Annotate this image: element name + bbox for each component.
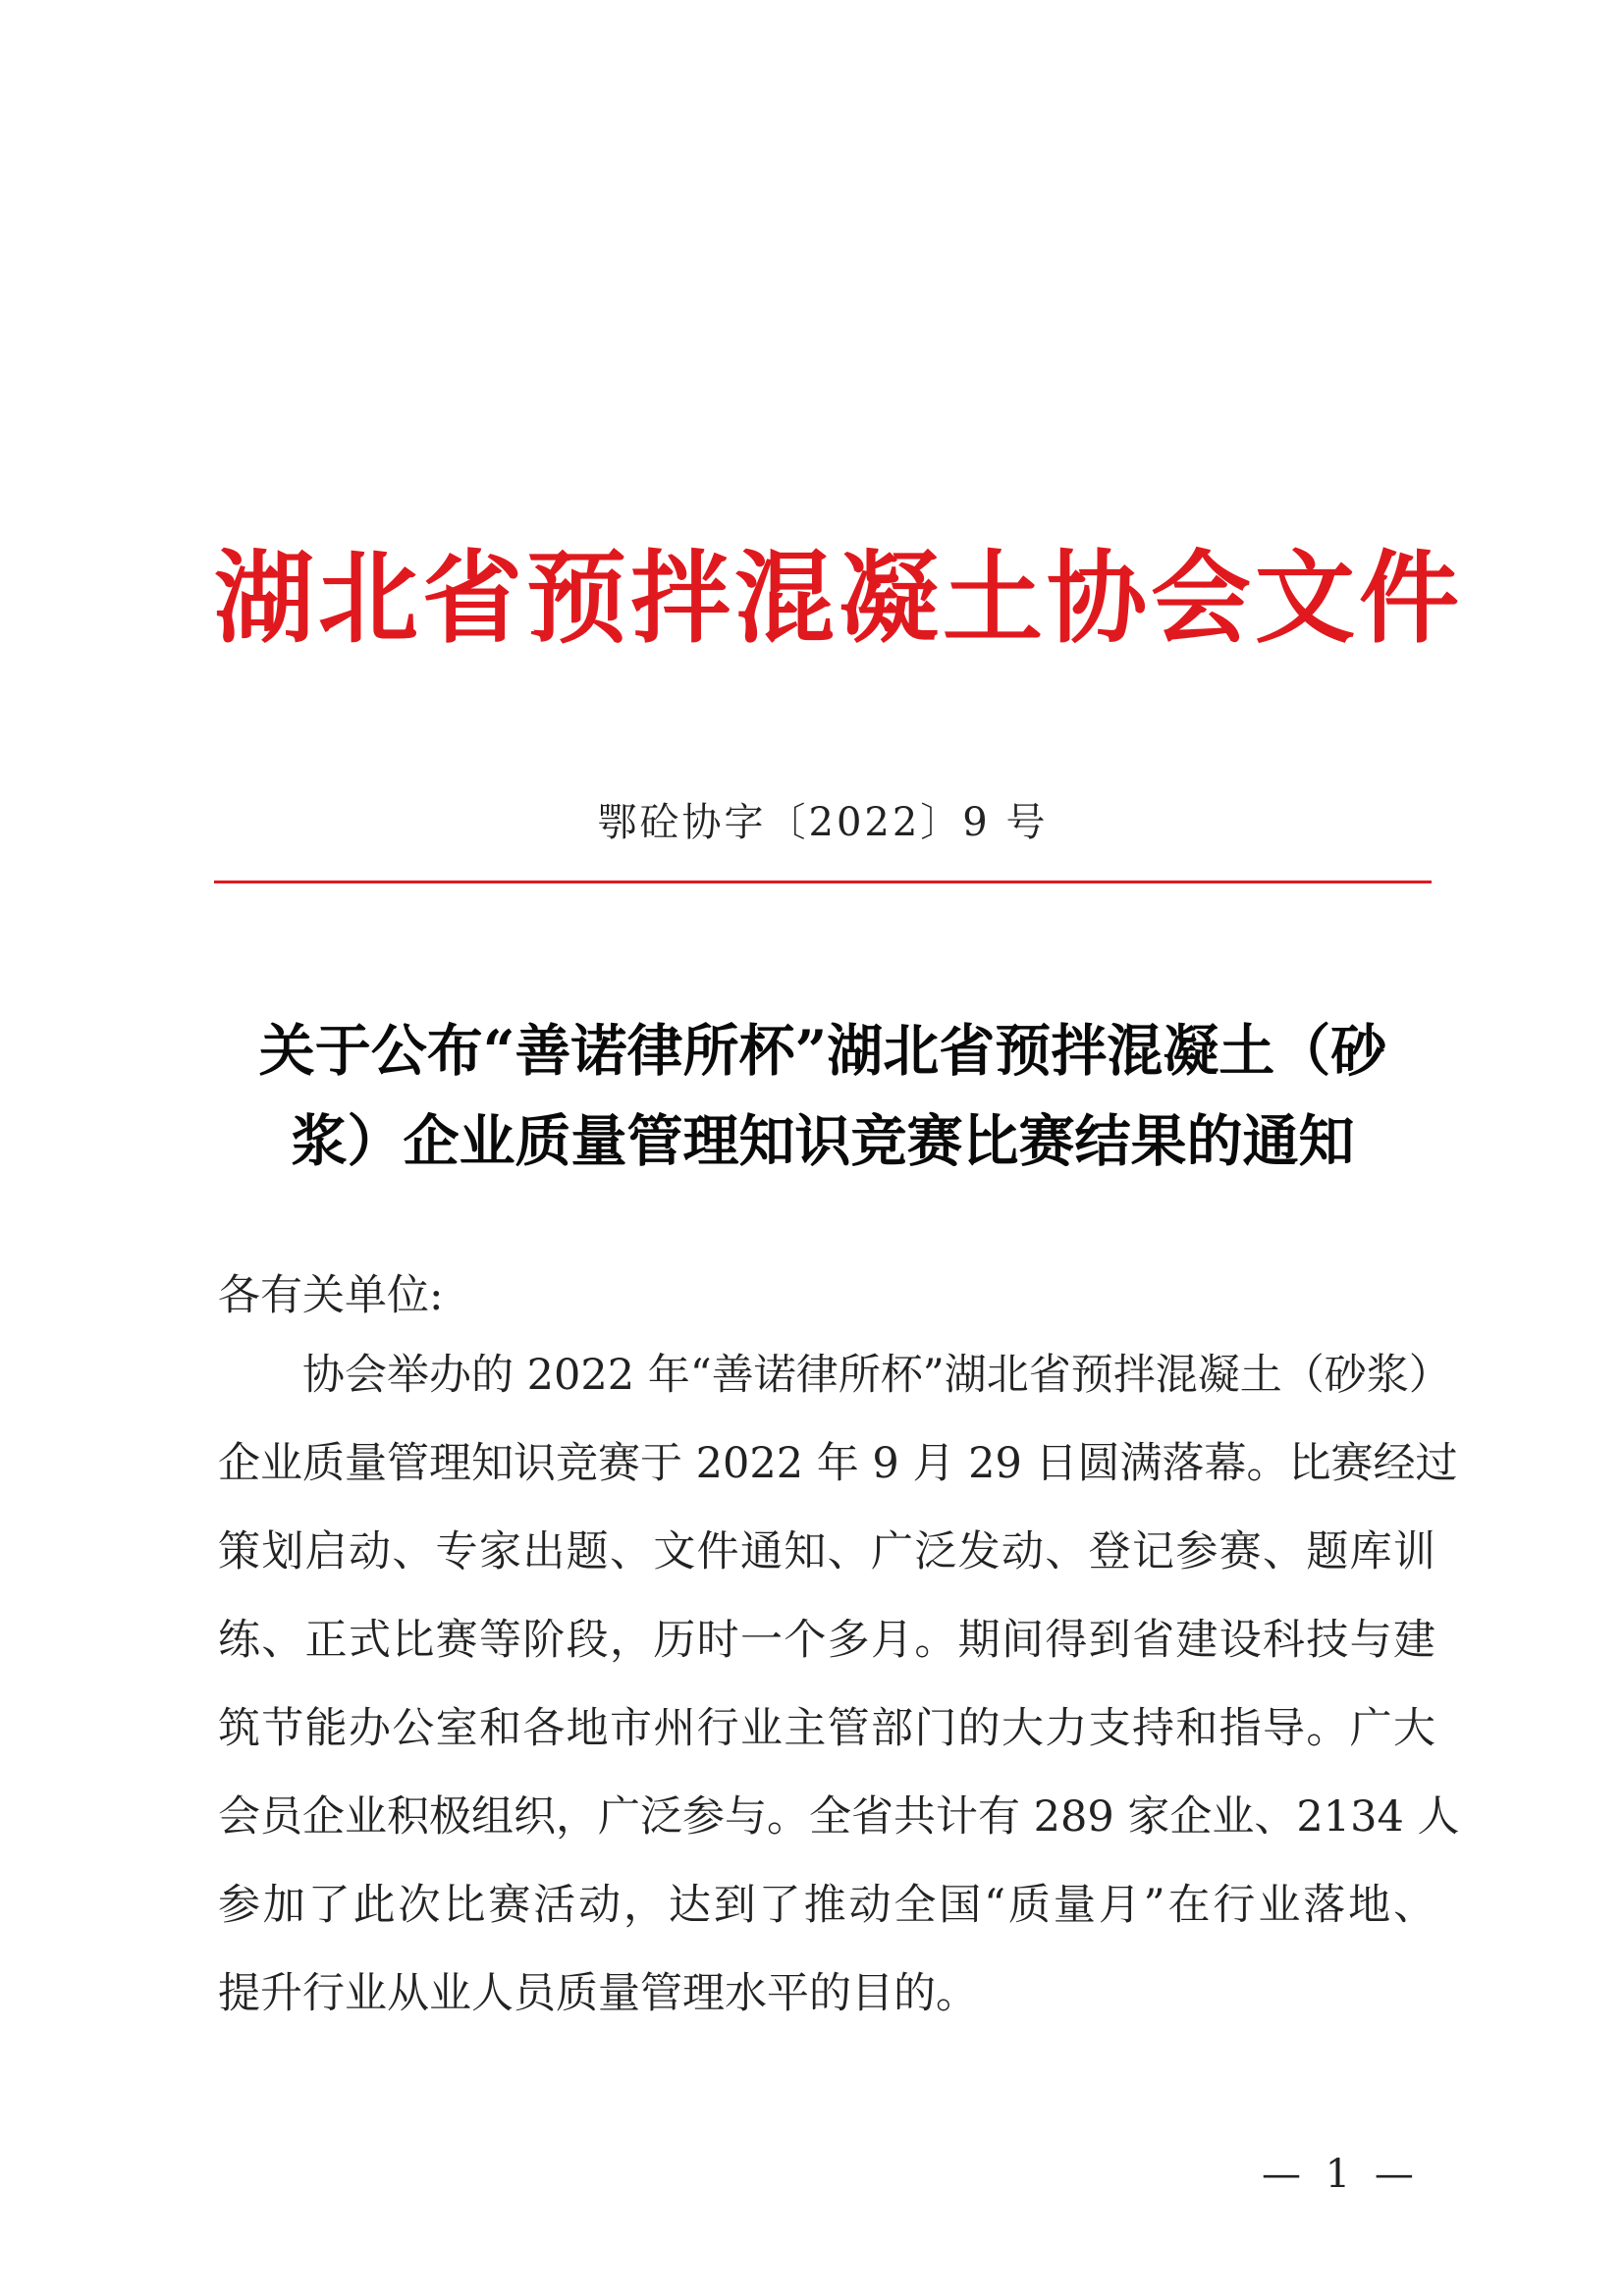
body-line: 策划启动、专家出题、文件通知、广泛发动、登记参赛、题库训 <box>218 1527 1435 1576</box>
page-number: — 1 — <box>1262 2152 1420 2197</box>
body-line: 筑节能办公室和各地市州行业主管部门的大力支持和指导。广大 <box>218 1704 1435 1753</box>
salutation: 各有关单位: <box>218 1271 444 1320</box>
red-divider <box>214 881 1432 883</box>
document-number: 鄂砼协字〔2022〕9 号 <box>597 800 1049 845</box>
body-line: 提升行业从业人员质量管理水平的目的。 <box>218 1969 978 2018</box>
body-line: 参加了此次比赛活动，达到了推动全国“质量月”在行业落地、 <box>218 1881 1435 1930</box>
body-line: 企业质量管理知识竞赛于 2022 年 9 月 29 日圆满落幕。比赛经过 <box>218 1439 1458 1488</box>
masthead-title: 湖北省预拌混凝土协会文件 <box>214 540 1463 658</box>
notice-title <box>214 1006 1432 1187</box>
title-line: 关于公布“善诺律所杯”湖北省预拌混凝土（砂 <box>258 1018 1387 1084</box>
body-paragraph <box>218 1331 1460 2038</box>
body-line: 协会举办的 2022 年“善诺律所杯”湖北省预拌混凝土（砂浆） <box>302 1351 1451 1400</box>
body-line: 会员企业积极组织，广泛参与。全省共计有 289 家企业、2134 人 <box>218 1792 1460 1842</box>
body-line: 练、正式比赛等阶段，历时一个多月。期间得到省建设科技与建 <box>218 1616 1435 1665</box>
title-line: 浆）企业质量管理知识竞赛比赛结果的通知 <box>291 1108 1355 1174</box>
